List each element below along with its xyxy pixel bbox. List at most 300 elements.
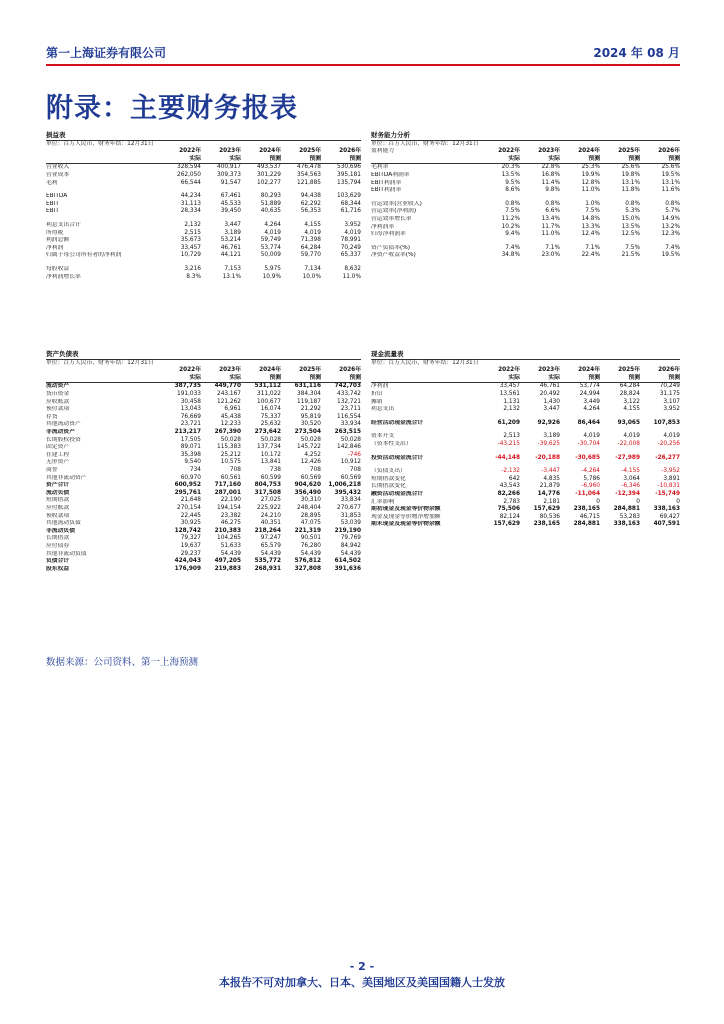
table-row: [46, 467, 361, 475]
table-row: [371, 433, 680, 441]
cell-value: -10,831: [657, 483, 680, 490]
cell-value: 75,506: [497, 506, 520, 513]
table-unit-note: 单位：百万人民币，财务年结：12月31日: [371, 360, 479, 366]
row-label: 净利润增长率: [46, 273, 81, 280]
cell-value: 219,190: [334, 527, 361, 534]
cell-value: 5,786: [583, 475, 600, 482]
page-header: [46, 44, 680, 62]
cell-value: 13,841: [260, 459, 281, 466]
year-header: 2022年: [179, 148, 201, 155]
cell-value: 4,155: [623, 406, 640, 413]
cell-value: 19.5%: [661, 252, 680, 259]
table-row: [371, 468, 680, 476]
cell-value: 0.8%: [545, 200, 560, 207]
cell-value: -4,155: [621, 468, 640, 475]
table-row: [371, 223, 680, 231]
period-type: 预测: [588, 155, 600, 162]
cell-value: 28,824: [619, 391, 640, 398]
table-row: [46, 164, 361, 172]
financial-ratios-table: [371, 132, 680, 260]
cell-value: 19.8%: [621, 172, 640, 179]
row-label: 其他流动负债: [46, 520, 81, 527]
income-statement-table: [46, 132, 361, 281]
cell-value: 248,404: [297, 504, 321, 511]
period-type: 实际: [189, 155, 201, 162]
cell-value: 46,715: [579, 513, 600, 520]
table-row: [46, 391, 361, 399]
table-row: [46, 398, 361, 406]
cell-value: 10,172: [260, 451, 281, 458]
cell-value: 238,165: [573, 506, 600, 513]
row-label: 投资活动现金流合计: [371, 454, 424, 461]
cell-value: 5.3%: [625, 208, 640, 215]
cell-value: 17,505: [180, 436, 201, 443]
table-row: [46, 558, 361, 566]
table-row: [46, 490, 361, 498]
table-row: [371, 231, 680, 239]
cell-value: 742,703: [334, 383, 361, 390]
table-row: [371, 391, 680, 399]
cell-value: 132,721: [337, 398, 361, 405]
cell-value: 100,677: [257, 398, 281, 405]
cell-value: 1,131: [503, 398, 520, 405]
cell-value: 92,926: [537, 419, 560, 426]
row-label: 资本开支: [371, 433, 395, 440]
row-label: 非流动负债: [46, 527, 75, 534]
cell-value: 2,181: [543, 498, 560, 505]
cell-value: 30,458: [180, 398, 201, 405]
cell-value: -6,960: [581, 483, 600, 490]
cell-value: 35,673: [180, 237, 201, 244]
year-header: 2022年: [498, 148, 520, 155]
cell-value: 191,033: [177, 391, 201, 398]
cell-value: 9.5%: [505, 179, 520, 186]
table-row: [46, 273, 361, 281]
cell-value: 40,635: [260, 208, 281, 215]
cell-value: 135,794: [337, 179, 361, 186]
table-row: [46, 512, 361, 520]
table-subheader-row: [46, 375, 361, 384]
table-row: [46, 237, 361, 245]
cell-value: 30,520: [300, 421, 321, 428]
cell-value: 4,264: [583, 406, 600, 413]
row-label: 期初现金及现金等价物余额: [371, 506, 441, 513]
table-title: 损益表: [46, 132, 361, 141]
row-label: （资本性支出）: [371, 441, 412, 448]
cell-value: 395,432: [334, 489, 361, 496]
cell-value: 47,075: [300, 520, 321, 527]
cell-value: 11.0%: [581, 187, 600, 194]
row-label: 利息支出: [371, 406, 395, 413]
cell-value: 0: [676, 498, 680, 505]
cell-value: 243,167: [217, 391, 241, 398]
cell-value: 13.5%: [501, 172, 520, 179]
period-type: 实际: [229, 155, 241, 162]
header-label: 盈利能力: [371, 148, 395, 155]
cell-value: 13.2%: [661, 223, 680, 230]
period-type: 预测: [349, 155, 361, 162]
cell-value: 4,252: [304, 451, 321, 458]
cell-value: 15.0%: [621, 216, 640, 223]
cell-value: 16,074: [260, 406, 281, 413]
cell-value: 311,022: [257, 391, 281, 398]
cell-value: 738: [269, 467, 281, 474]
table-row: [46, 193, 361, 201]
table-row: [46, 565, 361, 573]
cell-value: 76,280: [300, 542, 321, 549]
table-row: [371, 208, 680, 216]
table-row: [371, 441, 680, 449]
cell-value: 46,275: [220, 520, 241, 527]
year-header: 2025年: [618, 148, 640, 155]
distribution-disclaimer: 本报告不可对加拿大、日本、美国地区及美国国籍人士发放: [219, 976, 505, 989]
row-label: 其他流动资产: [46, 421, 81, 428]
cell-value: 221,319: [294, 527, 321, 534]
cell-value: 2,513: [503, 433, 520, 440]
cell-value: 424,043: [174, 558, 201, 565]
cell-value: 338,163: [613, 521, 640, 528]
table-row: [371, 406, 680, 414]
table-row: [46, 543, 361, 551]
cell-value: 11.0%: [541, 231, 560, 238]
cell-value: 44,121: [220, 252, 241, 259]
row-label: 所得税: [46, 229, 64, 236]
row-label: 应付账款: [46, 504, 70, 511]
cell-value: 11.6%: [661, 187, 680, 194]
cell-value: 95,819: [300, 413, 321, 420]
row-label: 资产合计: [46, 482, 70, 489]
table-subheader-row: [46, 156, 361, 165]
cell-value: -27,989: [615, 454, 640, 461]
cell-value: 400,917: [217, 164, 241, 171]
table-row: [371, 521, 680, 529]
cell-value: 50,028: [260, 436, 281, 443]
table-row: [46, 252, 361, 260]
cell-value: 3,447: [543, 406, 560, 413]
cell-value: 22.4%: [581, 252, 600, 259]
table-row: [46, 505, 361, 513]
cell-value: 90,501: [300, 535, 321, 542]
cell-value: 9.8%: [545, 187, 560, 194]
cell-value: 10.2%: [501, 223, 520, 230]
cell-value: 194,154: [217, 504, 241, 511]
cell-value: 25.6%: [661, 164, 680, 171]
year-header: 2022年: [498, 367, 520, 374]
period-type: 实际: [229, 374, 241, 381]
cell-value: 25.6%: [621, 164, 640, 171]
cell-value: 97,247: [260, 535, 281, 542]
cell-value: 102,277: [257, 179, 281, 186]
row-label: 股东权益: [46, 565, 70, 572]
cell-value: 24,210: [260, 512, 281, 519]
cell-value: 0: [596, 498, 600, 505]
cell-value: 53,774: [260, 244, 281, 251]
cell-value: 535,772: [254, 558, 281, 565]
table-row: [371, 216, 680, 224]
cell-value: 28,334: [180, 208, 201, 215]
cell-value: 53,283: [619, 513, 640, 520]
cell-value: 142,846: [337, 444, 361, 451]
cell-value: 86,464: [577, 419, 600, 426]
cell-value: 27,025: [260, 497, 281, 504]
year-header: 2024年: [578, 367, 600, 374]
cell-value: 0.8%: [505, 200, 520, 207]
row-label: 负债合计: [46, 558, 70, 565]
cell-value: 80,293: [260, 193, 281, 200]
cell-value: 270,677: [337, 504, 361, 511]
cell-value: 4,019: [304, 229, 321, 236]
cell-value: 19,637: [180, 542, 201, 549]
cell-value: 137,734: [257, 444, 281, 451]
cell-value: 600,952: [174, 482, 201, 489]
cell-value: 104,265: [217, 535, 241, 542]
row-label: 毛利: [46, 179, 58, 186]
cell-value: 93,065: [617, 419, 640, 426]
row-label: 营运效率(营业收入): [371, 200, 422, 207]
cell-value: 9,540: [184, 459, 201, 466]
cell-value: 804,753: [254, 482, 281, 489]
table-row: [46, 172, 361, 180]
cell-value: 4,019: [583, 433, 600, 440]
cell-value: 273,504: [294, 429, 321, 436]
cell-value: 708: [349, 467, 361, 474]
cell-value: 10.0%: [302, 273, 321, 280]
cell-value: 309,373: [217, 172, 241, 179]
cell-value: 60,569: [340, 474, 361, 481]
period-type: 预测: [588, 374, 600, 381]
row-label: EBITDA利润率: [371, 172, 410, 179]
cell-value: 13.1%: [222, 273, 241, 280]
cell-value: 80,536: [539, 513, 560, 520]
cell-value: 35,398: [180, 451, 201, 458]
cell-value: 29,237: [180, 550, 201, 557]
period-type: 预测: [668, 155, 680, 162]
row-label: 固定资产: [46, 444, 70, 451]
cell-value: 103,629: [337, 193, 361, 200]
period-type: 实际: [508, 374, 520, 381]
cell-value: 115,383: [217, 444, 241, 451]
cell-value: 40,351: [260, 520, 281, 527]
table-row: [46, 482, 361, 490]
cell-value: 14.8%: [581, 216, 600, 223]
row-label: 归母净利润率: [371, 231, 406, 238]
cell-value: 107,853: [653, 419, 680, 426]
cell-value: 301,229: [257, 172, 281, 179]
table-unit-note: 单位：百万人民币，财务年结：12月31日: [371, 141, 479, 147]
cell-value: 70,249: [659, 383, 680, 390]
period-type: 预测: [628, 374, 640, 381]
cell-value: 338,163: [653, 506, 680, 513]
cell-value: 13.3%: [581, 223, 600, 230]
year-header: 2026年: [658, 367, 680, 374]
row-label: 摊销: [371, 398, 383, 405]
cell-value: 904,620: [294, 482, 321, 489]
cell-value: 284,881: [613, 506, 640, 513]
page-title: 附录：主要财务报表: [46, 93, 298, 124]
cell-value: 328,594: [177, 164, 201, 171]
cell-value: 210,383: [214, 527, 241, 534]
cell-value: 68,344: [340, 200, 361, 207]
cell-value: 21,292: [300, 406, 321, 413]
cell-value: 59,770: [300, 252, 321, 259]
cell-value: 22.8%: [541, 164, 560, 171]
cell-value: 51,633: [220, 542, 241, 549]
cell-value: -30,704: [577, 441, 600, 448]
row-label: 经营活动现金流合计: [371, 419, 424, 426]
cell-value: 354,563: [297, 172, 321, 179]
cell-value: 91,547: [220, 179, 241, 186]
cell-value: -22,008: [617, 441, 640, 448]
cell-value: 3,107: [663, 398, 680, 405]
cell-value: 19.5%: [661, 172, 680, 179]
cell-value: 384,304: [297, 391, 321, 398]
cell-value: 2,132: [503, 406, 520, 413]
cell-value: 128,742: [174, 527, 201, 534]
table-row: [46, 527, 361, 535]
row-label: 归属于母公司所有者的净利润: [46, 252, 122, 259]
row-label: 其他非流动资产: [46, 474, 87, 481]
table-title: 财务能力分析: [371, 132, 680, 141]
table-row: [371, 514, 680, 522]
cell-value: 89,071: [180, 444, 201, 451]
cell-value: 218,264: [254, 527, 281, 534]
row-label: 短期借款变化: [371, 475, 406, 482]
cell-value: 3,449: [583, 398, 600, 405]
cell-value: 50,009: [260, 252, 281, 259]
row-label: （负债支出）: [371, 468, 406, 475]
row-label: 营运效率增长率: [371, 216, 412, 223]
cell-value: 407,591: [653, 521, 680, 528]
cell-value: 8.6%: [505, 187, 520, 194]
row-label: 应付债券: [46, 542, 70, 549]
table-row: [371, 252, 680, 260]
cell-value: 19.9%: [581, 172, 600, 179]
cell-value: 717,160: [214, 482, 241, 489]
row-label: 存货: [46, 413, 58, 420]
cell-value: 7,134: [304, 266, 321, 273]
period-type: 实际: [548, 155, 560, 162]
cell-value: 576,812: [294, 558, 321, 565]
cell-value: 45,438: [220, 413, 241, 420]
cell-value: 121,885: [297, 179, 321, 186]
cell-value: 270,154: [177, 504, 201, 511]
row-label: 融资活动现金流合计: [371, 491, 424, 498]
cell-value: 64,284: [619, 383, 640, 390]
cell-value: 61,716: [340, 208, 361, 215]
cell-value: 391,636: [334, 565, 361, 572]
row-label: 利息支出合计: [46, 222, 81, 229]
cell-value: 7.5%: [585, 208, 600, 215]
cell-value: -12,394: [615, 491, 640, 498]
cell-value: 23.0%: [541, 252, 560, 259]
cell-value: 10,575: [220, 459, 241, 466]
table-row: [371, 476, 680, 484]
cell-value: 3,189: [543, 433, 560, 440]
year-header: 2026年: [658, 148, 680, 155]
table-row: [46, 497, 361, 505]
cell-value: 23,721: [180, 421, 201, 428]
cell-value: 21,879: [539, 483, 560, 490]
cell-value: 497,205: [214, 558, 241, 565]
cell-value: 2,783: [503, 498, 520, 505]
cell-value: 7,153: [224, 266, 241, 273]
cell-value: 54,439: [260, 550, 281, 557]
row-label: 利润总额: [46, 237, 70, 244]
cell-value: 614,502: [334, 558, 361, 565]
cell-value: 22,190: [220, 497, 241, 504]
period-type: 预测: [269, 155, 281, 162]
cell-value: 708: [229, 467, 241, 474]
cell-value: 33,457: [499, 383, 520, 390]
row-label: 净利润率: [371, 223, 395, 230]
row-label: 无形资产: [46, 459, 70, 466]
cell-value: 44,234: [180, 193, 201, 200]
cell-value: 13.4%: [541, 216, 560, 223]
cell-value: 13,043: [180, 406, 201, 413]
cell-value: -3,952: [661, 468, 680, 475]
table-row: [371, 398, 680, 406]
table-row: [46, 452, 361, 460]
table-row: [371, 172, 680, 180]
row-label: 长期借款变化: [371, 483, 406, 490]
cell-value: 33,934: [340, 421, 361, 428]
cell-value: 225,922: [257, 504, 281, 511]
row-label: 每股收益: [46, 266, 70, 273]
cell-value: 708: [309, 467, 321, 474]
table-row: [371, 498, 680, 506]
cell-value: 46,761: [220, 244, 241, 251]
cell-value: 284,881: [573, 521, 600, 528]
cell-value: 20.3%: [501, 164, 520, 171]
year-header: 2026年: [339, 367, 361, 374]
table-row: [371, 454, 680, 462]
cell-value: -20,188: [535, 454, 560, 461]
row-label: EBIT利润率: [371, 187, 402, 194]
cell-value: -44,148: [495, 454, 520, 461]
row-label: 非流动资产: [46, 429, 75, 436]
table-row: [46, 414, 361, 422]
cell-value: 10,729: [180, 252, 201, 259]
table-row: [371, 179, 680, 187]
year-header: 2025年: [618, 367, 640, 374]
row-label: 净资产收益率(%): [371, 252, 416, 259]
table-row: [46, 429, 361, 437]
balance-sheet-table: [46, 351, 361, 573]
cell-value: 64,284: [300, 244, 321, 251]
cell-value: 60,970: [180, 474, 201, 481]
cell-value: 238,165: [533, 521, 560, 528]
cell-value: 267,390: [214, 429, 241, 436]
cell-value: 23,711: [340, 406, 361, 413]
table-row: [46, 245, 361, 253]
row-label: EBIT: [46, 200, 59, 207]
cell-value: 387,735: [174, 383, 201, 390]
year-header: 2026年: [339, 148, 361, 155]
cell-value: 20,492: [539, 391, 560, 398]
cell-value: 13.1%: [661, 179, 680, 186]
cell-value: 14.9%: [661, 216, 680, 223]
cell-value: 53,039: [340, 520, 361, 527]
year-header: 2023年: [219, 148, 241, 155]
cell-value: 7.4%: [665, 244, 680, 251]
row-label: 长期股权投资: [46, 436, 81, 443]
row-label: 预付款项: [46, 406, 70, 413]
cell-value: 12.5%: [621, 231, 640, 238]
cell-value: 7.5%: [625, 244, 640, 251]
cell-value: 263,515: [334, 429, 361, 436]
cell-value: 70,249: [340, 244, 361, 251]
cell-value: 2,515: [184, 229, 201, 236]
